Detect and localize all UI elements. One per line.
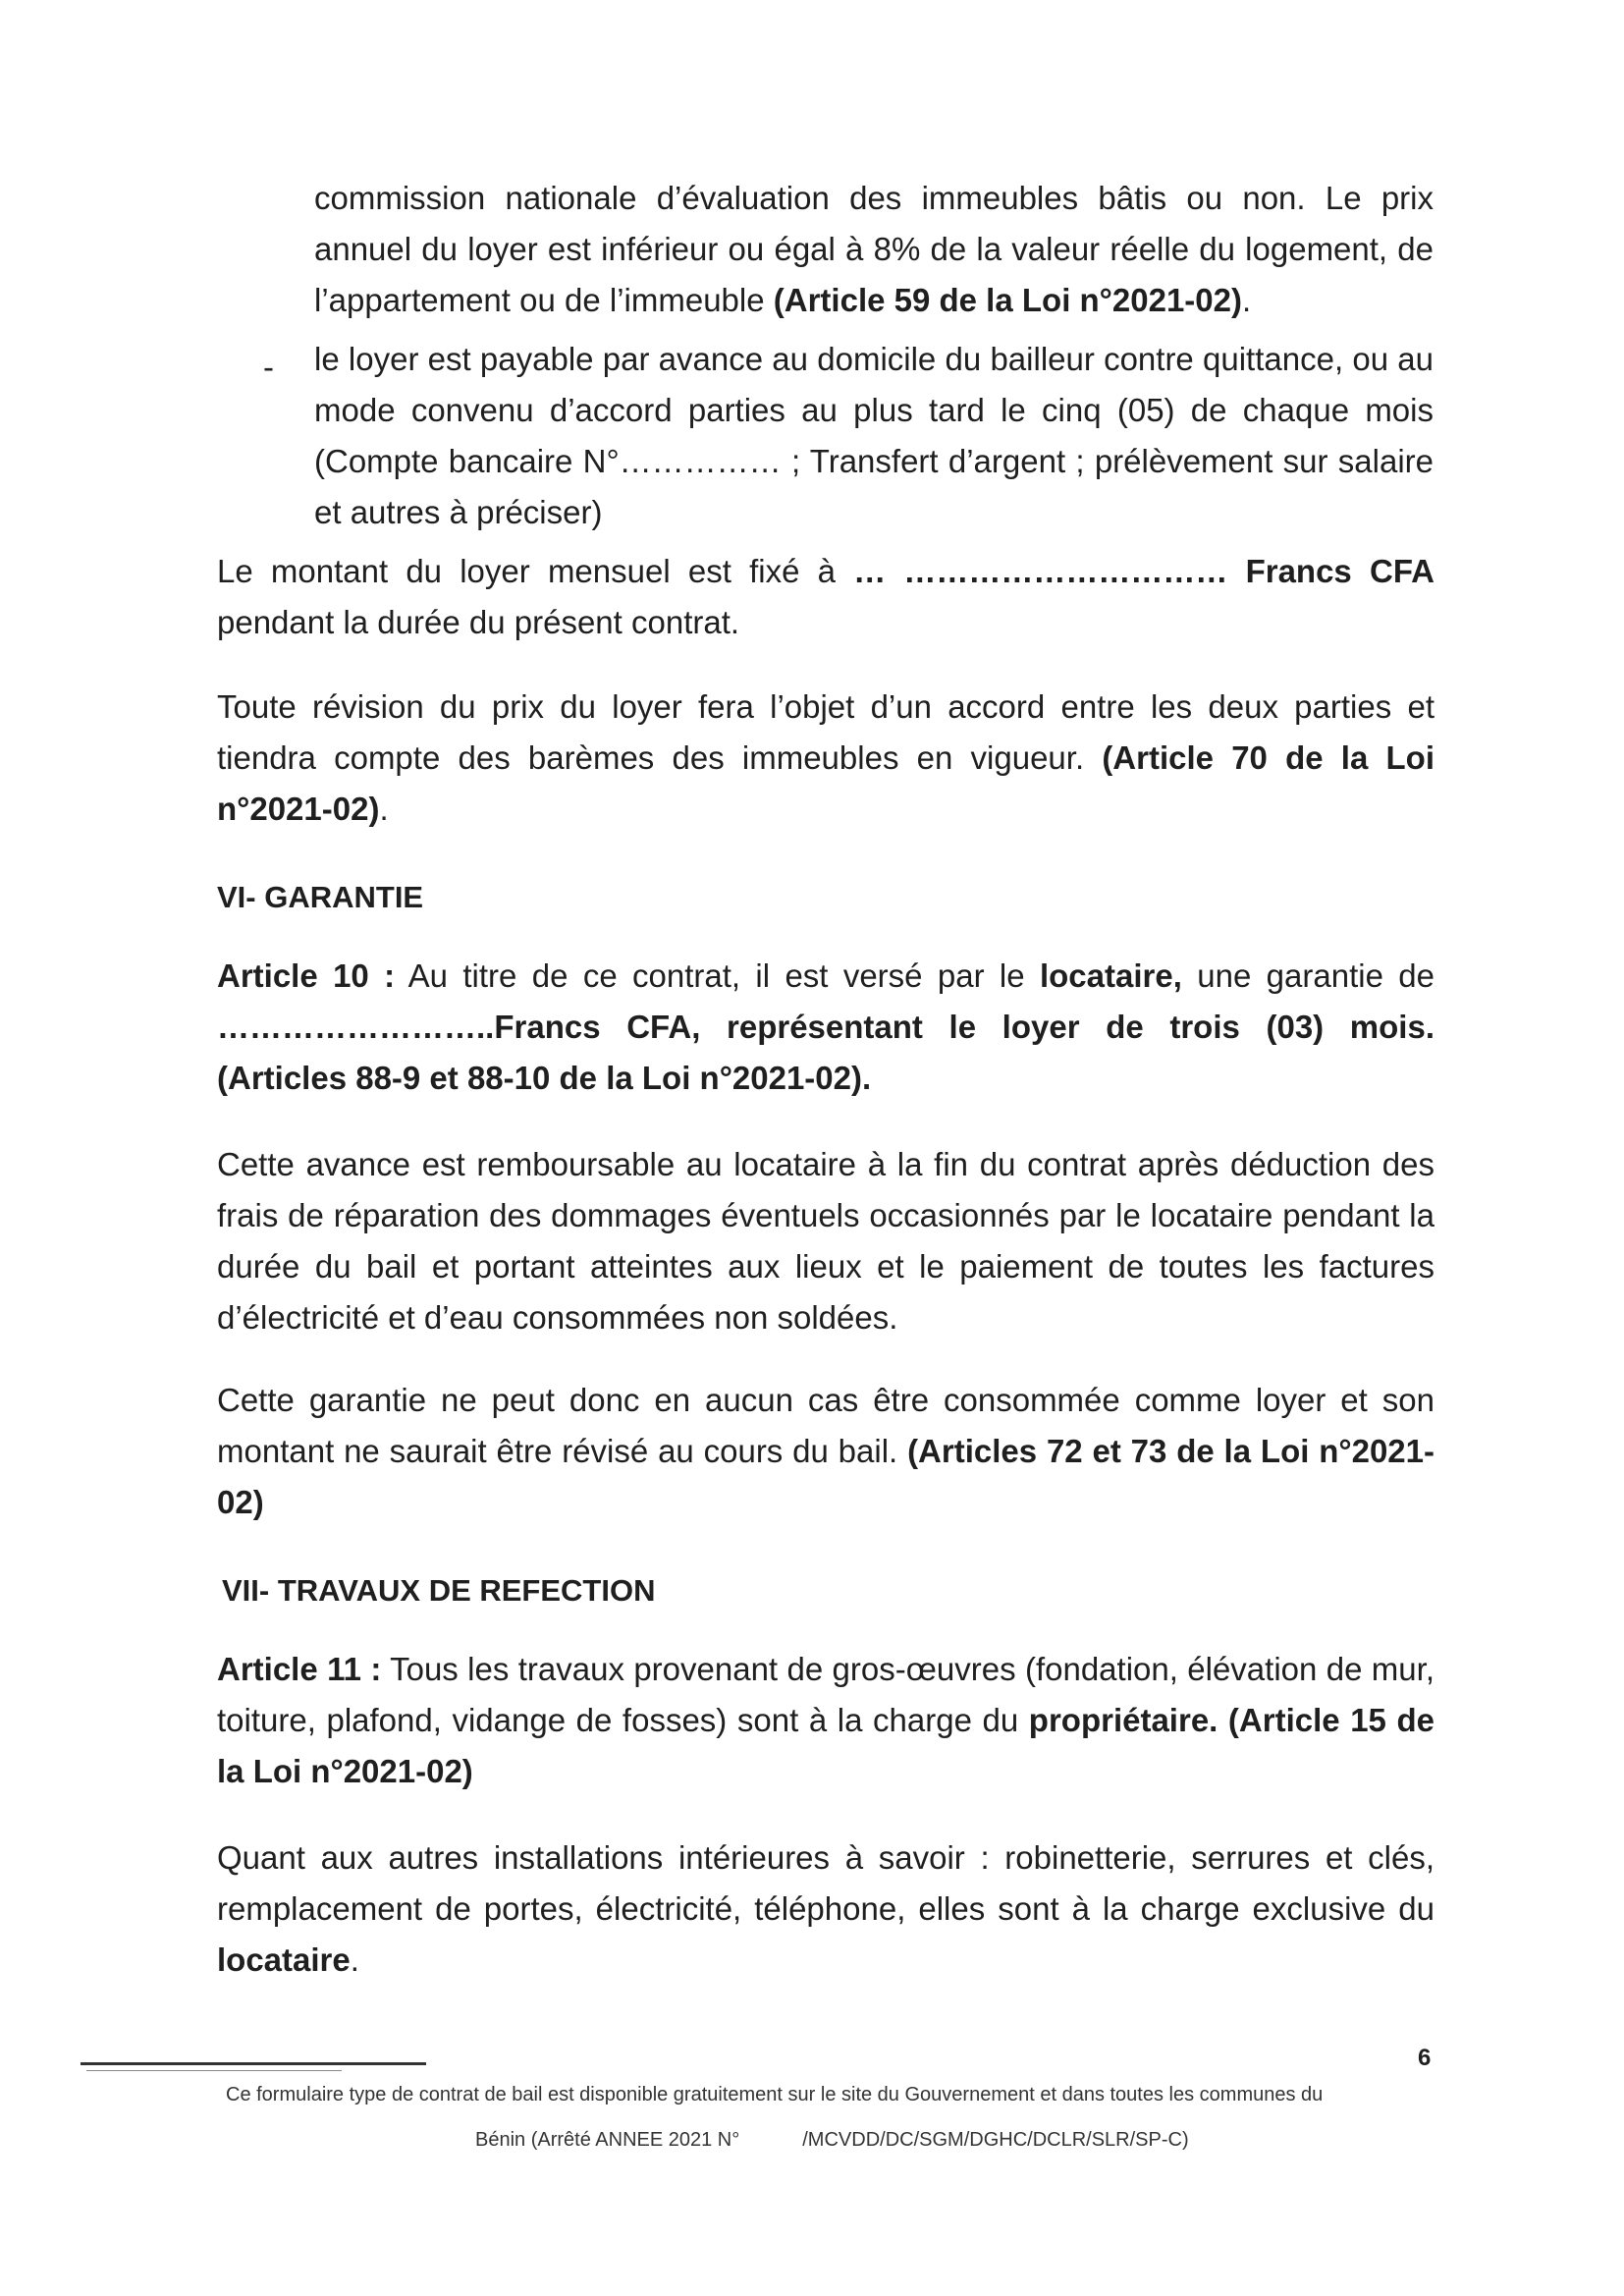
page-number: 6 <box>1418 2045 1432 2071</box>
law-reference: (Articles 72 et 73 de la Loi n°2021-02) <box>217 1433 1435 1520</box>
paragraph-garantie: Cette garantie ne peut donc en aucun cas être consommée comme loyer et son montant ne saurait être révisé au cours du bail. (Articles 72 et 73 de la Loi n°2021-02) <box>217 1382 1435 1520</box>
paragraph-text: le loyer est payable par avance au domicile du bailleur contre quittance, ou au mode convenu d’accord parties au plus tard le cinq (05) de chaque mois (Compte bancaire N°…………… ; Transfert d’argent ; prélèvement sur salaire et autres à préciser) <box>314 341 1434 530</box>
section-heading-travaux: VII- TRAVAUX DE REFECTION <box>222 1573 656 1608</box>
amount-blank: … ………………………… Francs CFA <box>853 553 1435 589</box>
paragraph-revision: Toute révision du prix du loyer fera l’objet d’un accord entre les deux parties et tiendra compte des barèmes des immeubles en vigueur. (Article 70 de la Loi n°2021-02). <box>217 688 1435 827</box>
section-heading-garantie: VI- GARANTIE <box>217 880 424 914</box>
law-reference: (Article 70 de la Loi n°2021-02) <box>217 739 1435 827</box>
paragraph-commission: commission nationale d’évaluation des immeubles bâtis ou non. Le prix annuel du loyer est inférieur ou égal à 8% de la valeur réelle du logement, de l’appartement ou de l’immeuble (Article 59 de la Loi n°2021-02). <box>314 180 1434 318</box>
paragraph-article-10: Article 10 : Au titre de ce contrat, il est versé par le locataire, une garantie de ……………………..Francs CFA, représentant le loyer de trois (03) mois. (Articles 88-9 et 88-10 de la Loi n°2021-02). <box>217 957 1435 1096</box>
bullet-dash: - <box>263 349 274 385</box>
law-reference: (Article 59 de la Loi n°2021-02) <box>773 282 1242 318</box>
article-label: Article 11 : <box>217 1651 382 1687</box>
footer-rule <box>81 2062 426 2065</box>
footer-line-1: Ce formulaire type de contrat de bail est disponible gratuitement sur le site du Gouvernement et dans toutes les communes du <box>226 2084 1324 2105</box>
bullet-paragraph-payment <box>314 334 1434 538</box>
law-reference: (Article 15 de la Loi n°2021-02) <box>217 1702 1435 1789</box>
law-reference: ……………………..Francs CFA, représentant le loyer de trois (03) mois. (Articles 88-9 et 88-10 de la Loi n°2021-02). <box>217 1009 1435 1096</box>
paragraph-article-11: Article 11 : Tous les travaux provenant de gros-œuvres (fondation, élévation de mur, toiture, plafond, vidange de fosses) sont à la charge du propriétaire. (Article 15 de la Loi n°2021-02) <box>217 1651 1435 1789</box>
footer-rule-thin <box>86 2070 342 2071</box>
paragraph-installations: Quant aux autres installations intérieures à savoir : robinetterie, serrures et clés, remplacement de portes, électricité, téléphone, elles sont à la charge exclusive du locataire. <box>217 1839 1435 1978</box>
paragraph-montant: Le montant du loyer mensuel est fixé à … ………………………… Francs CFA pendant la durée du présent contrat. <box>217 553 1435 640</box>
footer-line-2: Bénin (Arrêté ANNEE 2021 N° /MCVDD/DC/SGM/DGHC/DCLR/SLR/SP-C) <box>475 2129 1189 2151</box>
paragraph-text: commission nationale d’évaluation des immeubles bâtis ou non. Le prix annuel du loyer est inférieur ou égal à 8% de la valeur réelle du logement, de l’appartement ou de l’immeuble <box>314 180 1434 318</box>
paragraph-avance: Cette avance est remboursable au locataire à la fin du contrat après déduction des frais de réparation des dommages éventuels occasionnés par le locataire pendant la durée du bail et portant atteintes aux lieux et le paiement de toutes les factures d’électricité et d’eau consommées non soldées. <box>217 1146 1435 1336</box>
article-label: Article 10 : <box>217 957 396 994</box>
